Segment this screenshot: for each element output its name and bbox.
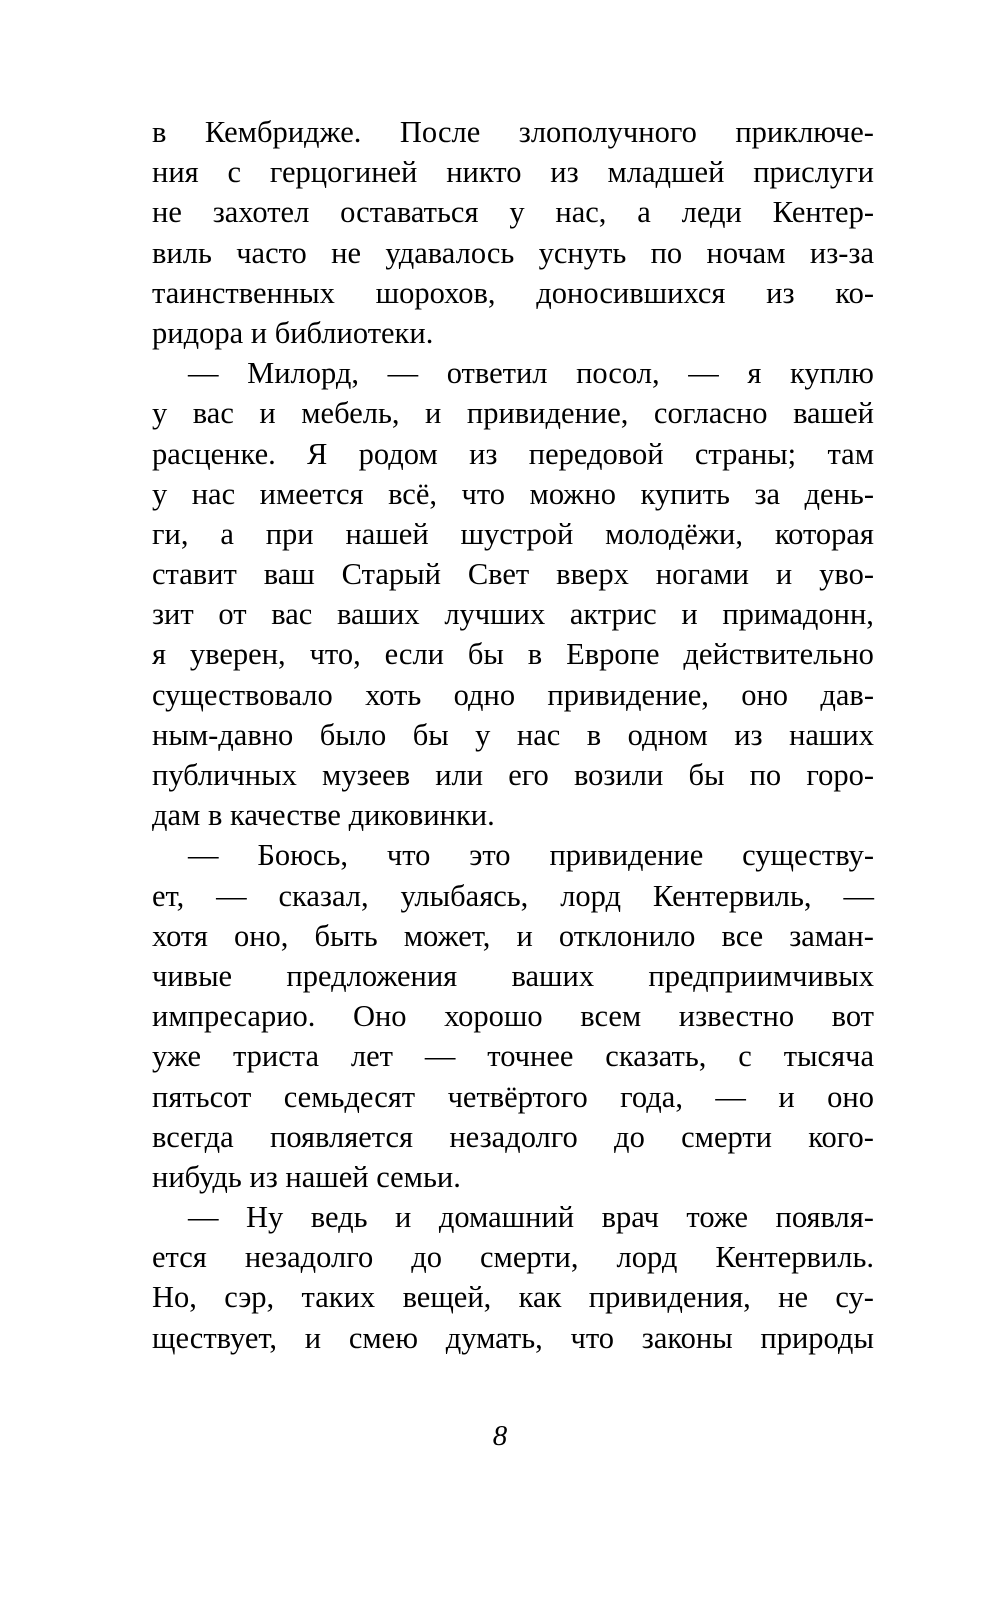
text-word: домашний [438,1200,575,1235]
text-word: Старый [341,557,441,592]
text-line [152,1318,874,1358]
text-word: Европе [566,637,660,672]
text-word: таких [301,1280,376,1315]
text-word: у [152,396,168,431]
text-word: оставаться [340,195,479,230]
text-word: расценке. [152,436,276,471]
text-line [152,715,874,755]
page-number: 8 [492,1420,508,1452]
text-word: и [259,396,276,431]
text-word: при [265,516,314,551]
text-word: одном [627,717,708,752]
text-word: ночам [706,235,786,270]
text-word: от [218,597,247,632]
text-word: привидение, [547,677,709,712]
text-word: вас [271,597,313,632]
text-word: Оно [352,999,407,1034]
text-word: незадолго [244,1240,374,1275]
text-word: предложения [286,958,458,993]
text-word: примадонн, [722,597,874,632]
text-line: нибудь из нашей семьи. [152,1159,461,1194]
text-line [152,1277,874,1317]
text-line [152,835,874,875]
text-word: его [508,758,549,792]
text-word: наших [789,717,874,752]
text-word: тоже [686,1200,749,1235]
text-word: или [435,758,484,792]
text-line [152,393,874,433]
text-line [152,192,874,232]
text-word: куплю [789,356,874,391]
text-word: ваш [263,557,315,592]
text-word: ги, [152,516,189,551]
text-word: ществует, [152,1320,278,1355]
text-word: оно [741,677,789,712]
text-word: актрис [569,597,657,632]
text-word: смею [348,1320,418,1355]
text-word: из-за [809,235,874,270]
text-word: смерти [681,1119,772,1154]
text-word: никто [446,155,522,190]
text-word: одно [453,677,516,712]
text-line [152,1197,874,1237]
text-line [152,554,874,594]
text-word: бы [412,717,449,752]
text-word: ставит [152,557,237,592]
text-word: законы [641,1320,733,1355]
text-word: мебель, [301,396,400,431]
text-word: появля- [775,1200,874,1235]
text-line [152,675,874,715]
text-line: дам в качестве диковинки. [152,798,495,833]
text-word: передовой [528,436,664,471]
text-word: не [778,1280,808,1315]
text-word: сказать, [605,1039,707,1074]
text-word: часто [236,235,307,270]
text-word: После [399,115,481,149]
text-word: и [516,918,533,953]
text-word: — [843,878,874,913]
text-word: появляется [270,1119,414,1154]
text-word: ется [152,1240,207,1275]
text-word: купить [640,476,730,511]
text-word: уже [152,1039,202,1074]
text-word: у [152,476,168,511]
text-line [152,1237,874,1277]
text-line [152,434,874,474]
text-word: пятьсот [152,1079,252,1114]
text-word: не [152,195,182,230]
text-word: все [721,918,764,953]
text-word: за [754,476,781,511]
text-word: виль [152,235,212,270]
text-word: вас [192,396,234,431]
text-word: отклонило [558,918,696,953]
text-word: четвёртого [447,1079,588,1114]
text-word: приключе- [735,115,874,149]
text-word: ведь [310,1200,368,1235]
text-line [152,876,874,916]
text-line [152,112,874,152]
text-word: герцогиней [269,155,418,190]
text-word: и [775,557,793,592]
text-word: нас [191,476,236,511]
text-word: может, [403,918,491,953]
text-word: существовало [152,677,333,712]
text-word: возили [573,758,664,792]
text-word: лет [350,1039,393,1074]
text-word: и [681,597,698,632]
text-word: согласно [653,396,768,431]
text-word: — [188,356,219,391]
text-word: — [424,1039,456,1074]
text-line [152,755,874,795]
text-word: Свет [467,557,530,592]
text-word: у [509,195,525,230]
text-word: по [650,235,683,270]
text-line [152,956,874,996]
text-line [152,634,874,674]
text-word: день- [804,476,874,511]
text-word: всегда [152,1119,234,1154]
text-word: хотя [152,918,208,953]
text-line [152,1117,874,1157]
text-word: что [570,1320,615,1355]
text-word: уверен, [189,637,286,672]
text-word: сказал, [278,878,369,913]
text-word: нас, [555,195,607,230]
text-word: имеется [259,476,364,511]
text-word: ответил [446,356,548,391]
text-word: незадолго [449,1119,578,1154]
text-word: Я [307,436,328,471]
text-word: захотел [212,195,310,230]
text-word: зит [152,597,194,632]
text-word: привидение, [466,396,629,431]
text-word: что, [309,637,361,672]
text-word: всё, [388,476,438,511]
text-word: дав- [820,677,874,712]
text-line: ридора и библиотеки. [152,315,434,350]
text-word: прислуги [753,155,874,190]
text-word: что [461,476,506,511]
text-word: а [220,516,234,551]
text-word: существу- [742,838,874,873]
text-word: что [386,838,431,873]
text-word: чивые [152,958,233,993]
text-word: которая [774,516,874,551]
text-line [152,1077,874,1117]
text-word: ния [152,155,199,190]
text-word: предприимчивых [648,958,874,993]
text-word: — [688,356,719,391]
text-word: было [319,717,387,752]
text-line [152,474,874,514]
text-word: быть [314,918,378,953]
text-word: заман- [789,918,874,953]
text-word: хорошо [444,999,543,1034]
text-word: Боюсь, [257,838,348,873]
text-word: су- [835,1280,874,1315]
text-line [152,1036,874,1076]
text-word: молодёжи, [605,516,743,551]
text-word: улыбаясь, [400,878,529,913]
text-word: ко- [835,275,874,310]
text-word: это [469,838,511,873]
text-word: с [738,1039,752,1074]
text-word: точнее [487,1039,574,1074]
text-line [152,273,874,313]
text-word: — [188,1200,219,1235]
text-word: привидения, [588,1280,751,1315]
text-word: страны; [694,436,797,471]
page-text-block [152,112,874,1358]
text-word: не [331,235,362,270]
text-word: всем [580,999,642,1034]
text-word: из [734,717,763,752]
text-word: как [518,1280,562,1315]
text-word: и [304,1320,322,1355]
text-word: доносившихся [536,275,726,310]
text-word: кого- [808,1119,874,1154]
text-word: ет, [152,878,185,913]
text-word: у [475,717,491,752]
text-word: думать, [445,1320,543,1355]
text-word: из [469,436,498,471]
text-word: нашей [345,516,429,551]
text-line [152,353,874,393]
text-word: Кентервиль. [715,1240,874,1275]
text-word: а [637,195,651,230]
text-word: родом [358,436,438,471]
text-word: в [586,717,602,752]
text-word: я [152,637,167,672]
text-word: я [747,356,762,391]
text-word: — [715,1079,746,1114]
text-word: лорд [616,1240,678,1275]
text-word: ногами [655,557,749,592]
text-word: шустрой [460,516,574,551]
text-word: триста [232,1039,320,1074]
text-word: импресарио. [152,999,316,1034]
text-word: смерти, [480,1240,579,1275]
text-word: оно, [233,918,289,953]
text-word: вверх [556,557,629,592]
text-word: сэр, [224,1280,275,1315]
text-word: Милорд, [247,356,359,391]
text-word: злополучного [518,115,697,149]
text-word: оно [827,1079,874,1114]
text-word: ным-давно [152,717,294,752]
text-word: вашей [793,396,874,431]
text-word: лучших [444,597,546,632]
text-word: до [614,1119,645,1154]
text-word: в [527,637,543,672]
text-line [152,233,874,273]
text-word: — [387,356,419,391]
text-word: известно [678,999,795,1034]
text-word: по [749,758,782,792]
text-word: Кентер- [772,195,874,230]
text-line [152,152,874,192]
text-word: Кентервиль, [652,878,812,913]
text-word: Кембридже. [204,115,362,149]
text-word: с [227,155,242,190]
text-word: ваших [511,958,595,993]
text-word: леди [681,195,742,230]
text-word: действительно [683,637,874,672]
text-word: уснуть [538,235,627,270]
text-word: посол, [576,356,660,391]
text-word: и [425,396,442,431]
text-word: если [384,637,444,672]
text-word: в [152,115,167,149]
text-word: привидение [549,838,704,873]
text-word: врач [601,1200,659,1235]
text-line [152,996,874,1036]
text-word: младшей [607,155,725,190]
text-word: горо- [806,758,874,792]
text-word: музеев [322,758,411,792]
text-word: удавалось [385,235,515,270]
text-word: нас [516,717,561,752]
text-word: и [778,1079,795,1114]
text-word: таинственных [152,275,335,310]
text-word: вот [831,999,874,1034]
text-word: природы [760,1320,874,1355]
text-word: тысяча [783,1039,874,1074]
text-word: можно [529,476,616,511]
text-word: года, [620,1079,683,1114]
text-word: публичных [152,758,297,792]
text-word: Но, [152,1280,197,1315]
text-word: и [395,1200,412,1235]
text-word: из [766,275,795,310]
text-word: уво- [819,557,874,592]
text-word: семьдесят [283,1079,416,1114]
text-line [152,514,874,554]
text-line [152,916,874,956]
text-word: до [411,1240,442,1275]
text-line [152,594,874,634]
text-word: там [827,436,874,471]
text-word: хоть [365,677,422,712]
text-word: бы [688,758,725,792]
text-word: шорохов, [375,275,496,310]
text-word: из [550,155,579,190]
text-word: ваших [337,597,420,632]
text-word: Ну [245,1200,284,1235]
text-word: бы [467,637,504,672]
text-word: вещей, [402,1280,492,1315]
text-word: — [188,838,219,873]
text-word: — [216,878,247,913]
text-word: лорд [560,878,622,913]
